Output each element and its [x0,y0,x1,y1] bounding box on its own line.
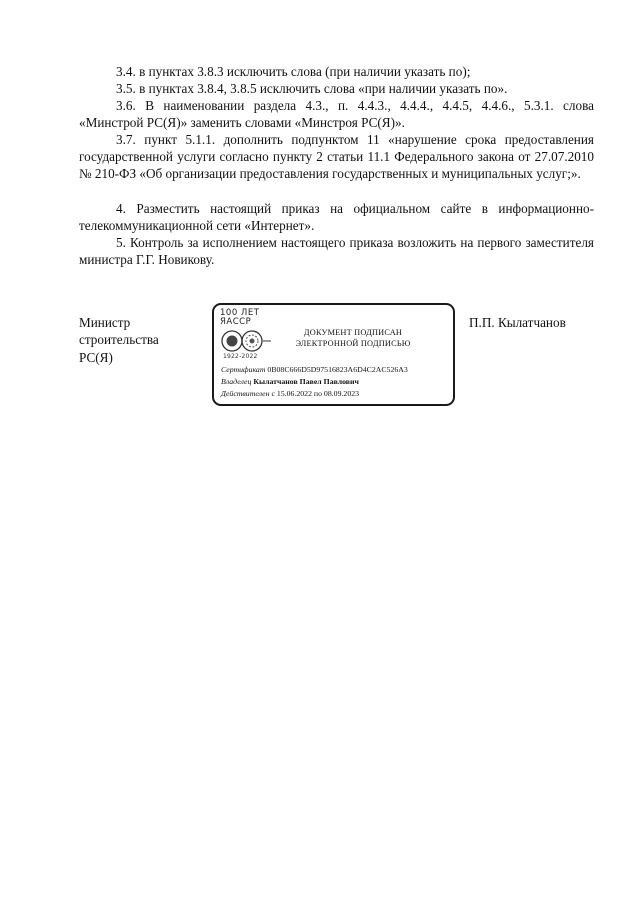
owner-row [221,377,359,386]
validity-label: Действителен [221,389,270,398]
signer-title-line: строительства [79,332,159,348]
paragraph-3-7: 3.7. пункт 5.1.1. дополнить подпунктом 11 «нарушение срока предоставления государственной услуги согласно пункту 2 статьи 11.1 Федерального закона от 27.07.2010 № 210-ФЗ «Об организации предоставления государственных и муниципальных услуг;». [79,132,594,182]
signer-name: П.П. Кылатчанов [469,315,566,330]
paragraph-3-4: 3.4. в пунктах 3.8.3 исключить слова (при наличии указать по); [116,64,471,79]
paragraph-3-5: 3.5. в пунктах 3.8.4, 3.8.5 исключить слова «при наличии указать по». [116,81,508,96]
validity-value: с 15.06.2022 по 08.09.2023 [271,389,360,398]
stamp-heading-line1: ДОКУМЕНТ ПОДПИСАН [303,328,403,337]
paragraph-5: 5. Контроль за исполнением настоящего приказа возложить на первого заместителя министра Г.Г. Новикову. [79,235,594,268]
paragraph-3-6: 3.6. В наименовании раздела 4.3., п. 4.4.3., 4.4.4., 4.4.5, 4.4.6., 5.3.1. слова «Минстрой РС(Я)» заменить словами «Минстроя РС(Я)». [79,98,594,131]
logo-text-yassr: ЯАССР [220,317,252,327]
signer-title [79,314,194,366]
stamp-heading-line2: ЭЛЕКТРОННОЙ ПОДПИСЬЮ [295,338,411,348]
owner-label: Владелец [221,377,252,386]
anniversary-logo [220,309,276,361]
certificate-label: Сертификат [221,365,266,374]
logo-years: 1922-2022 [223,353,258,360]
certificate-row [221,365,408,374]
emblem-icon [220,329,272,353]
electronic-signature-stamp [212,303,455,406]
signer-title-line: РС(Я) [79,349,113,365]
paragraph-4: 4. Разместить настоящий приказ на официальном сайте в информационно-телекоммуникационной сети «Интернет». [79,201,594,234]
logo-text-100-years: 100 ЛЕТ [220,308,260,318]
stamp-heading [288,328,418,349]
signer-title-line: Министр [79,315,131,330]
owner-value: Кылатчанов Павел Павлович [253,377,359,386]
validity-row [221,389,359,398]
certificate-value: 0B08C666D5D97516823A6D4C2AC526A3 [267,365,408,374]
